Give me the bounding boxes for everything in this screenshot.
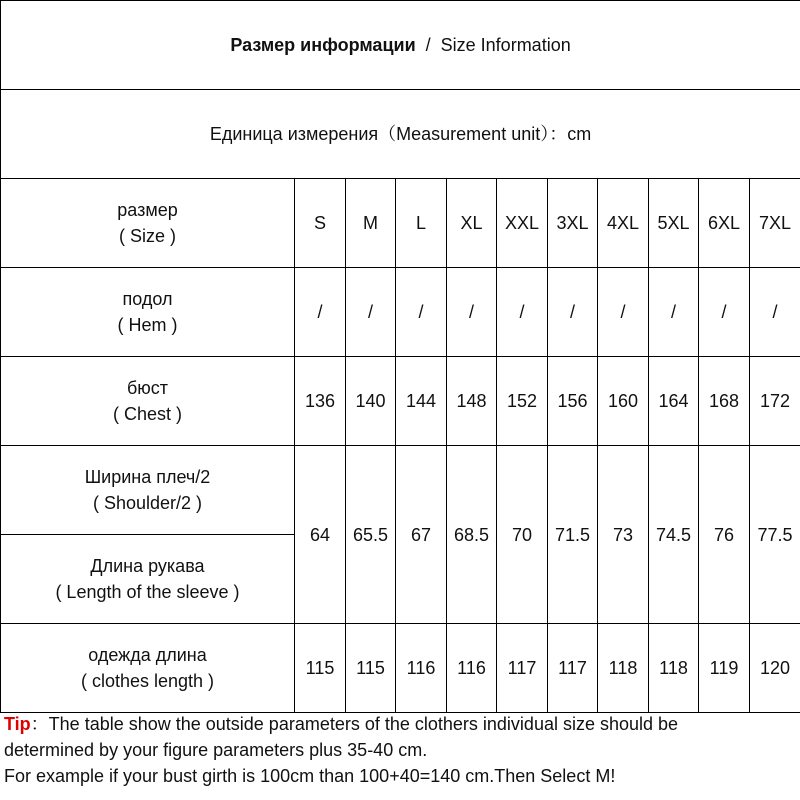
merged-value-cell: 77.5: [750, 446, 800, 624]
value-cell: 148: [447, 357, 497, 446]
value-cell: /: [497, 268, 548, 357]
size-header-cell: L: [396, 179, 447, 268]
hem-row: [1, 268, 800, 357]
row-label: [1, 179, 295, 268]
value-cell: 168: [699, 357, 750, 446]
value-cell: /: [295, 268, 346, 357]
value-cell: 117: [548, 624, 598, 713]
value-cell: 118: [598, 624, 649, 713]
value-cell: 117: [497, 624, 548, 713]
title-cell: [1, 1, 800, 90]
size-header-row: [1, 179, 800, 268]
label-en: ( clothes length ): [80, 671, 215, 691]
value-cell: /: [548, 268, 598, 357]
value-cell: 152: [497, 357, 548, 446]
size-header-cell: 4XL: [598, 179, 649, 268]
size-header-cell: XL: [447, 179, 497, 268]
tip-note: [4, 711, 796, 789]
merged-value-cell: 67: [396, 446, 447, 624]
merged-value-cell: 70: [497, 446, 548, 624]
value-cell: 119: [699, 624, 750, 713]
merged-value-cell: 73: [598, 446, 649, 624]
title-separator: /: [425, 35, 431, 55]
value-cell: /: [396, 268, 447, 357]
size-header-cell: 7XL: [750, 179, 800, 268]
label-ru: размер: [117, 200, 178, 220]
value-cell: /: [598, 268, 649, 357]
value-cell: 140: [346, 357, 396, 446]
merged-value-cell: 64: [295, 446, 346, 624]
value-cell: 172: [750, 357, 800, 446]
label-en: ( Hem ): [117, 315, 178, 335]
size-header-cell: M: [346, 179, 396, 268]
value-cell: 156: [548, 357, 598, 446]
value-cell: /: [649, 268, 699, 357]
label-en: ( Length of the sleeve ): [55, 582, 240, 602]
length-row: [1, 624, 800, 713]
tip-text-1: ：The table show the outside parameters of the clothers individual size should be: [30, 714, 679, 734]
value-cell: 116: [396, 624, 447, 713]
value-cell: 120: [750, 624, 800, 713]
label-en: ( Chest ): [112, 404, 182, 424]
title-ru: Размер информации: [230, 35, 416, 55]
value-cell: 160: [598, 357, 649, 446]
value-cell: /: [346, 268, 396, 357]
merged-value-cell: 65.5: [346, 446, 396, 624]
size-header-cell: 6XL: [699, 179, 750, 268]
tip-line-3: For example if your bust girth is 100cm than 100+40=140 cm.Then Select M!: [4, 766, 616, 786]
merged-value-cell: 71.5: [548, 446, 598, 624]
value-cell: 115: [346, 624, 396, 713]
unit-row: [1, 90, 800, 179]
size-header-cell: 5XL: [649, 179, 699, 268]
title-row: [1, 1, 800, 90]
value-cell: 115: [295, 624, 346, 713]
tip-line-2: determined by your figure parameters plus 35-40 cm.: [4, 740, 428, 760]
label-ru: подол: [122, 289, 173, 309]
size-header-cell: 3XL: [548, 179, 598, 268]
title-en: Size Information: [440, 35, 571, 55]
value-cell: 116: [447, 624, 497, 713]
size-header-cell: S: [295, 179, 346, 268]
value-cell: /: [699, 268, 750, 357]
row-label: [1, 357, 295, 446]
row-label: [1, 268, 295, 357]
chest-row: [1, 357, 800, 446]
value-cell: /: [750, 268, 800, 357]
label-ru: Ширина плеч/2: [84, 467, 211, 487]
shoulder-row: [1, 446, 800, 535]
value-cell: 118: [649, 624, 699, 713]
value-cell: 136: [295, 357, 346, 446]
label-ru: Длина рукава: [90, 556, 205, 576]
row-label: [1, 535, 295, 624]
unit-cell: Единица измерения（Measurement unit）：cm: [1, 90, 800, 179]
merged-value-cell: 74.5: [649, 446, 699, 624]
row-label: [1, 624, 295, 713]
value-cell: 164: [649, 357, 699, 446]
label-en: ( Shoulder/2 ): [92, 493, 203, 513]
value-cell: 144: [396, 357, 447, 446]
label-ru: одежда длина: [88, 645, 207, 665]
value-cell: /: [447, 268, 497, 357]
merged-value-cell: 76: [699, 446, 750, 624]
merged-value-cell: 68.5: [447, 446, 497, 624]
row-label: [1, 446, 295, 535]
label-ru: бюст: [126, 378, 169, 398]
tip-key: Tip: [4, 714, 31, 734]
label-en: ( Size ): [118, 226, 176, 246]
tip-line-1: [4, 711, 796, 737]
size-header-cell: XXL: [497, 179, 548, 268]
